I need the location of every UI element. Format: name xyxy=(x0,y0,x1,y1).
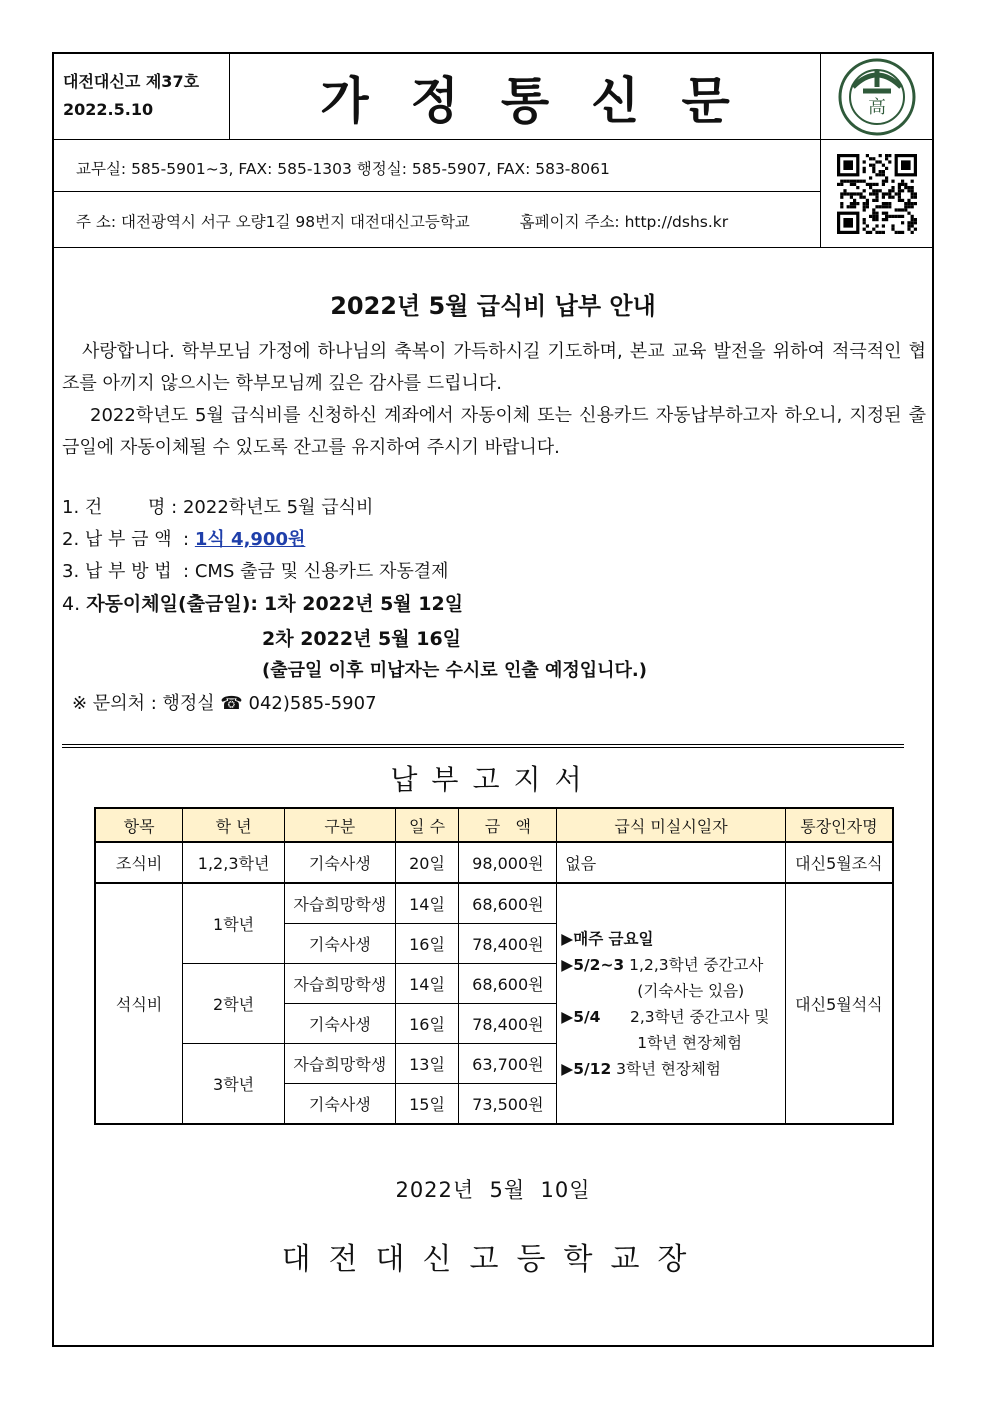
breakfast-no-meal: 없음 xyxy=(557,842,786,883)
item-value: CMS 출금 및 신용카드 자동결제 xyxy=(194,561,449,582)
event-text: 2,3학년 중간고사 및 xyxy=(630,1007,770,1026)
dinner-amount: 63,700원 xyxy=(459,1044,557,1084)
event-date: ▶5/4 xyxy=(561,1007,601,1026)
item-label-bold: 자동이체일(출금일): xyxy=(86,593,258,615)
dinner-type: 기숙사생 xyxy=(284,1004,395,1044)
event-field-trip-3 xyxy=(561,1056,785,1082)
issue-info xyxy=(54,54,230,140)
dinner-amount: 73,500원 xyxy=(459,1084,557,1125)
list-item-subject xyxy=(62,492,373,524)
breakfast-account: 대신5월조식 xyxy=(785,842,893,883)
principal-signature: 대전대신고등학교장 xyxy=(281,1242,705,1277)
item-value: 2022학년도 5월 급식비 xyxy=(182,497,374,518)
dinner-days: 16일 xyxy=(395,1004,459,1044)
second-transfer-date: 2차 2022년 5월 16일 xyxy=(262,628,462,650)
header-divider xyxy=(54,247,932,248)
event-note: (기숙사는 있음) xyxy=(637,981,745,1000)
logo-character: 高 xyxy=(867,96,886,118)
dinner-days: 16일 xyxy=(395,924,459,964)
breakfast-amount: 98,000원 xyxy=(459,842,557,883)
event-text: 3학년 현장체험 xyxy=(616,1059,721,1078)
qr-code-icon xyxy=(837,154,917,234)
event-date: ▶5/12 xyxy=(561,1059,612,1078)
qr-code[interactable] xyxy=(820,140,932,247)
item-label: 4. xyxy=(62,593,81,615)
school-emblem-icon xyxy=(837,57,917,137)
dinner-type: 기숙사생 xyxy=(284,924,395,964)
header-grade: 학 년 xyxy=(183,808,285,842)
dinner-days: 14일 xyxy=(395,883,459,924)
list-item-transfer-date xyxy=(62,588,463,620)
amount-link[interactable]: 1식 4,900원 xyxy=(194,529,306,550)
dinner-days: 13일 xyxy=(395,1044,459,1084)
event-field-trip-1: 1학년 현장체험 xyxy=(637,1033,742,1052)
dinner-amount: 68,600원 xyxy=(459,883,557,924)
double-divider xyxy=(62,744,904,748)
breakfast-item: 조식비 xyxy=(95,842,183,883)
issue-date: 2022.5.10 xyxy=(63,100,154,119)
dinner-account: 대신5월석식 xyxy=(785,883,893,1124)
event-midterm-2 xyxy=(561,1004,785,1030)
school-logo xyxy=(820,54,932,140)
issue-number: 대전대신고 제37호 xyxy=(63,72,200,91)
list-item-amount xyxy=(62,524,305,556)
table-row xyxy=(95,842,893,883)
breakfast-grade: 1,2,3학년 xyxy=(183,842,285,883)
item-value: 1차 2022년 5월 12일 xyxy=(264,593,464,615)
unpaid-note: (출금일 이후 미납자는 수시로 인출 예정입니다.) xyxy=(262,660,647,681)
homepage-text: 홈페이지 주소: http://dshs.kr xyxy=(519,213,729,231)
dinner-type: 자습희망학생 xyxy=(284,964,395,1004)
dinner-item: 석식비 xyxy=(95,883,183,1124)
dinner-amount: 78,400원 xyxy=(459,1004,557,1044)
header-days: 일 수 xyxy=(395,808,459,842)
page-title: 가정통신문 xyxy=(230,54,820,140)
breakfast-days: 20일 xyxy=(395,842,459,883)
dinner-type: 기숙사생 xyxy=(284,1084,395,1125)
dinner-amount: 78,400원 xyxy=(459,924,557,964)
header-amount: 금 액 xyxy=(459,808,557,842)
no-meal-events xyxy=(557,883,786,1124)
header-account-name: 통장인자명 xyxy=(785,808,893,842)
newsletter-header xyxy=(54,54,932,249)
header-no-meal-dates: 급식 미실시일자 xyxy=(557,808,786,842)
document-title: 2022년 5월 급식비 납부 안내 xyxy=(330,292,656,320)
greeting-paragraph: 사랑합니다. 학부모님 가정에 하나님의 축복이 가득하시길 기도하며, 본교 교육 발전을 위하여 적극적인 협조를 아끼지 않으시는 학부모님께 깊은 감사를 드립니다. xyxy=(62,341,926,394)
address-text: 주 소: 대전광역시 서구 오량1길 98번지 대전대신고등학교 xyxy=(76,213,470,231)
dinner-days: 15일 xyxy=(395,1084,459,1125)
event-fridays: ▶매주 금요일 xyxy=(561,929,654,948)
dinner-days: 14일 xyxy=(395,964,459,1004)
dinner-grade-2: 2학년 xyxy=(183,964,285,1044)
breakfast-type: 기숙사생 xyxy=(284,842,395,883)
table-row xyxy=(95,883,893,924)
dinner-type: 자습희망학생 xyxy=(284,883,395,924)
event-midterm xyxy=(561,952,785,978)
header-item: 항목 xyxy=(95,808,183,842)
event-date: ▶5/2~3 xyxy=(561,955,625,974)
table-header-row xyxy=(95,808,893,842)
list-item-method xyxy=(62,556,449,588)
contact-line: 교무실: 585-5901~3, FAX: 585-1303 행정실: 585-5907, FAX: 583-8061 xyxy=(54,140,820,192)
dinner-amount: 68,600원 xyxy=(459,964,557,1004)
event-text: 1,2,3학년 중간고사 xyxy=(629,955,764,974)
fee-table xyxy=(94,807,894,1125)
issue-date-footer: 2022년 5월 10일 xyxy=(395,1178,591,1202)
item-label: 1. 건 명 : xyxy=(62,497,178,518)
header-type: 구분 xyxy=(284,808,395,842)
notice-title: 납부고지서 xyxy=(390,763,596,796)
document-frame xyxy=(52,52,934,1347)
dinner-type: 자습희망학생 xyxy=(284,1044,395,1084)
item-label: 3. 납 부 방 법 : xyxy=(62,561,190,582)
notice-paragraph: 2022학년도 5월 급식비를 신청하신 계좌에서 자동이체 또는 신용카드 자동납부하고자 하오니, 지정된 출금일에 자동이체될 수 있도록 잔고를 유지하여 주시기 바랍니다. xyxy=(62,405,926,458)
item-label: 2. 납 부 금 액 : xyxy=(62,529,190,550)
dinner-grade-1: 1학년 xyxy=(183,883,285,964)
inquiry-line: ※ 문의처 : 행정실 ☎ 042)585-5907 xyxy=(72,693,377,714)
address-line xyxy=(54,192,820,247)
dinner-grade-3: 3학년 xyxy=(183,1044,285,1125)
